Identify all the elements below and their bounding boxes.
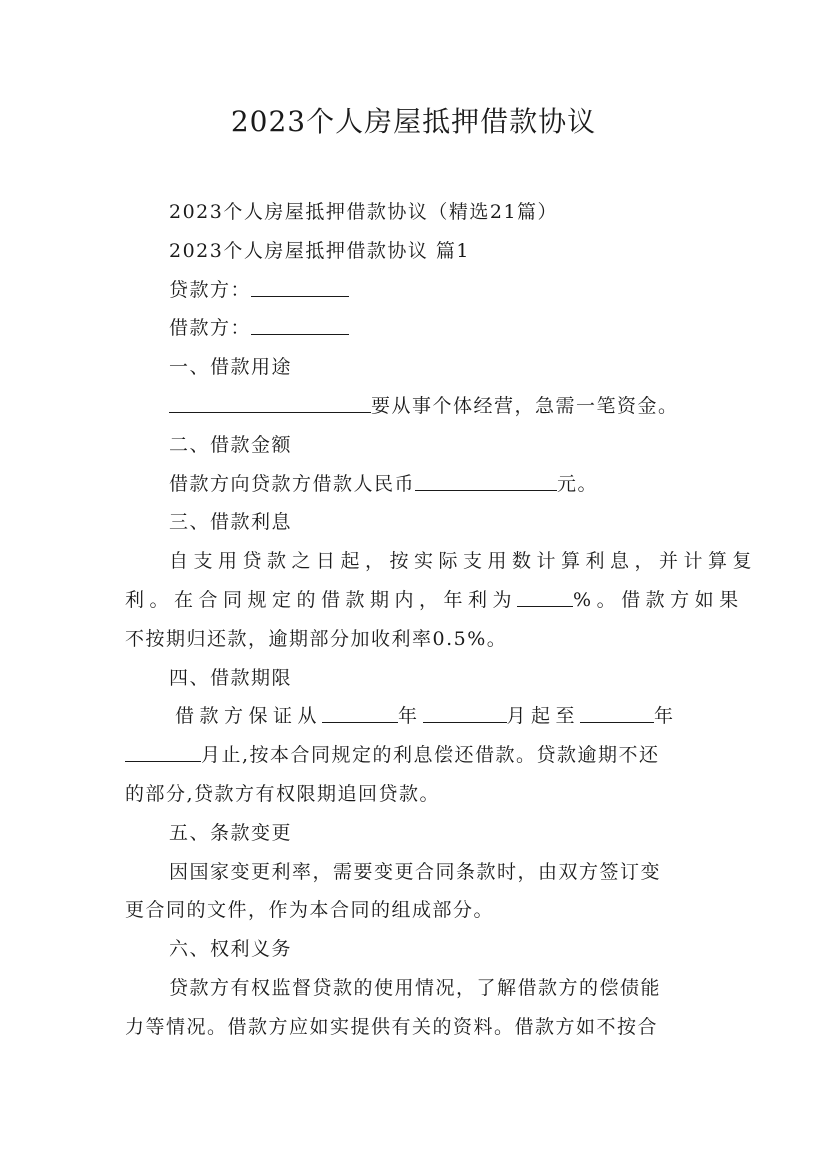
paragraph-line: 的部分,贷款方有权限期追回贷款。	[125, 782, 441, 805]
amount-unit: 元。	[557, 472, 599, 495]
interest-text-after: %。借款方如果	[573, 588, 744, 611]
paragraph-line: 因国家变更利率，需要变更合同条款时，由双方签订变	[169, 860, 662, 883]
amount-line	[125, 465, 705, 504]
section-heading: 三、借款利息	[169, 511, 293, 534]
interest-text: 利。在合同规定的借款期内，年利为	[125, 588, 518, 611]
term-line-2	[125, 736, 705, 775]
borrower-blank	[251, 310, 349, 335]
year-label: 年	[398, 705, 423, 728]
month-label: 月起至	[506, 705, 581, 728]
start-month-blank	[423, 698, 507, 723]
purpose-blank	[169, 388, 371, 413]
purpose-text: 要从事个体经营，急需一笔资金。	[371, 394, 679, 417]
chapter-heading: 2023个人房屋抵押借款协议 篇1	[169, 239, 470, 262]
year-label: 年	[654, 705, 679, 728]
document-title: 2023个人房屋抵押借款协议	[230, 105, 597, 138]
subtitle: 2023个人房屋抵押借款协议（精选21篇）	[169, 201, 559, 223]
borrower-line	[125, 309, 705, 348]
lender-label: 贷款方：	[169, 278, 252, 301]
paragraph-line: 更合同的文件，作为本合同的组成部分。	[125, 899, 495, 922]
end-year-blank	[580, 698, 654, 723]
section-heading: 四、借款期限	[169, 666, 293, 689]
start-year-blank	[322, 698, 398, 723]
amount-text: 借款方向贷款方借款人民币	[169, 472, 416, 495]
paragraph-line: 贷款方有权监督贷款的使用情况，了解借款方的偿债能	[169, 976, 662, 999]
section-heading: 一、借款用途	[169, 356, 293, 379]
paragraph-line: 自支用贷款之日起，按实际支用数计算利息，并计算复	[169, 550, 758, 573]
lender-blank	[251, 272, 349, 297]
amount-blank	[415, 466, 557, 491]
end-month-blank	[125, 737, 201, 762]
paragraph-line: 力等情况。借款方应如实提供有关的资料。借款方如不按合	[125, 1015, 659, 1038]
term-text-2: 月止,按本合同规定的利息偿还借款。贷款逾期不还	[201, 744, 660, 767]
term-text: 借款方保证从	[175, 705, 323, 728]
term-line	[125, 697, 705, 736]
document-body	[125, 193, 758, 1047]
lender-line	[125, 271, 705, 310]
section-heading: 二、借款金额	[169, 433, 293, 456]
section-heading: 六、权利义务	[169, 938, 293, 961]
interest-blank	[517, 582, 573, 607]
paragraph-line: 不按期归还款，逾期部分加收利率0.5%。	[125, 627, 508, 650]
interest-line	[125, 581, 744, 620]
purpose-line	[125, 387, 705, 426]
section-heading: 五、条款变更	[169, 821, 293, 844]
borrower-label: 借款方：	[169, 317, 252, 340]
